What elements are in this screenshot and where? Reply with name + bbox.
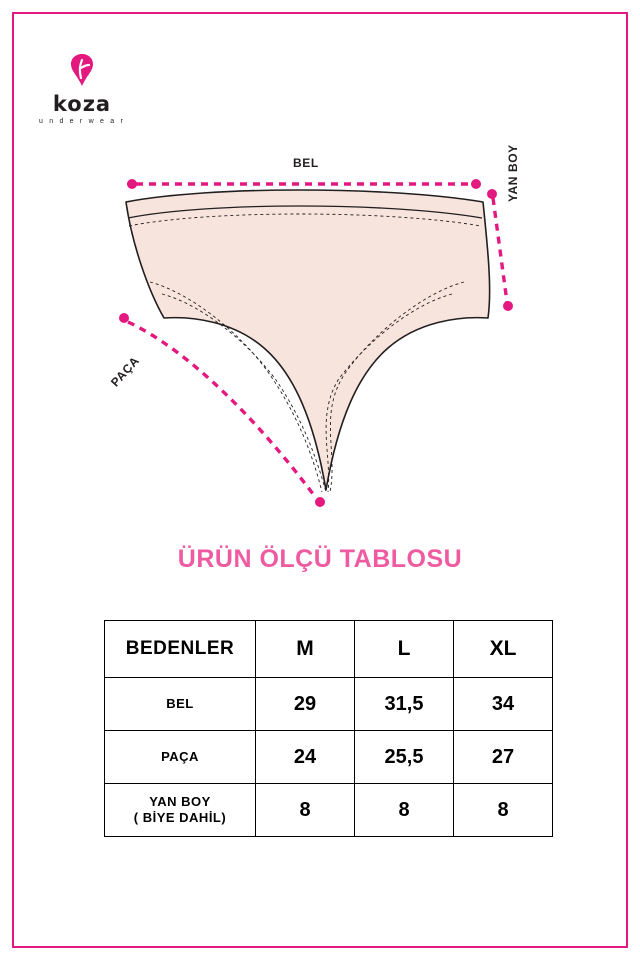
panty-illustration-svg (88, 140, 558, 515)
side-length-measure-arrow (487, 189, 513, 311)
row-label-waist: BEL (105, 678, 256, 731)
brand-name: koza (52, 92, 112, 116)
cell-side-length-m: 8 (256, 784, 355, 837)
cell-side-length-l: 8 (355, 784, 454, 837)
table-row (105, 731, 553, 784)
header-sizes-label: BEDENLER (105, 621, 256, 678)
cell-waist-m: 29 (256, 678, 355, 731)
header-size-l: L (355, 621, 454, 678)
header-size-xl: XL (454, 621, 553, 678)
row-label-side-length (105, 784, 256, 837)
cell-side-length-xl: 8 (454, 784, 553, 837)
size-table (104, 620, 553, 837)
brand-logo (32, 48, 132, 125)
page-title: ÜRÜN ÖLÇÜ TABLOSU (177, 545, 463, 573)
koza-flower-icon (60, 48, 104, 92)
cell-leg-m: 24 (256, 731, 355, 784)
cell-leg-l: 25,5 (355, 731, 454, 784)
label-leg: PAÇA (108, 353, 143, 390)
table-row (105, 678, 553, 731)
waist-measure-arrow (127, 179, 481, 189)
label-side-length: YAN BOY (506, 144, 520, 202)
cell-waist-l: 31,5 (355, 678, 454, 731)
table-header-row (105, 621, 553, 678)
row-label-leg: PAÇA (105, 731, 256, 784)
label-waist: BEL (293, 156, 319, 170)
cell-leg-xl: 27 (454, 731, 553, 784)
header-size-m: M (256, 621, 355, 678)
cell-waist-xl: 34 (454, 678, 553, 731)
row-label-line2: ( BİYE DAHİL) (133, 810, 227, 825)
brand-tagline: u n d e r w e a r (38, 118, 126, 125)
table-row (105, 784, 553, 837)
row-label-line1: YAN BOY (149, 793, 211, 809)
panty-diagram (88, 140, 558, 515)
